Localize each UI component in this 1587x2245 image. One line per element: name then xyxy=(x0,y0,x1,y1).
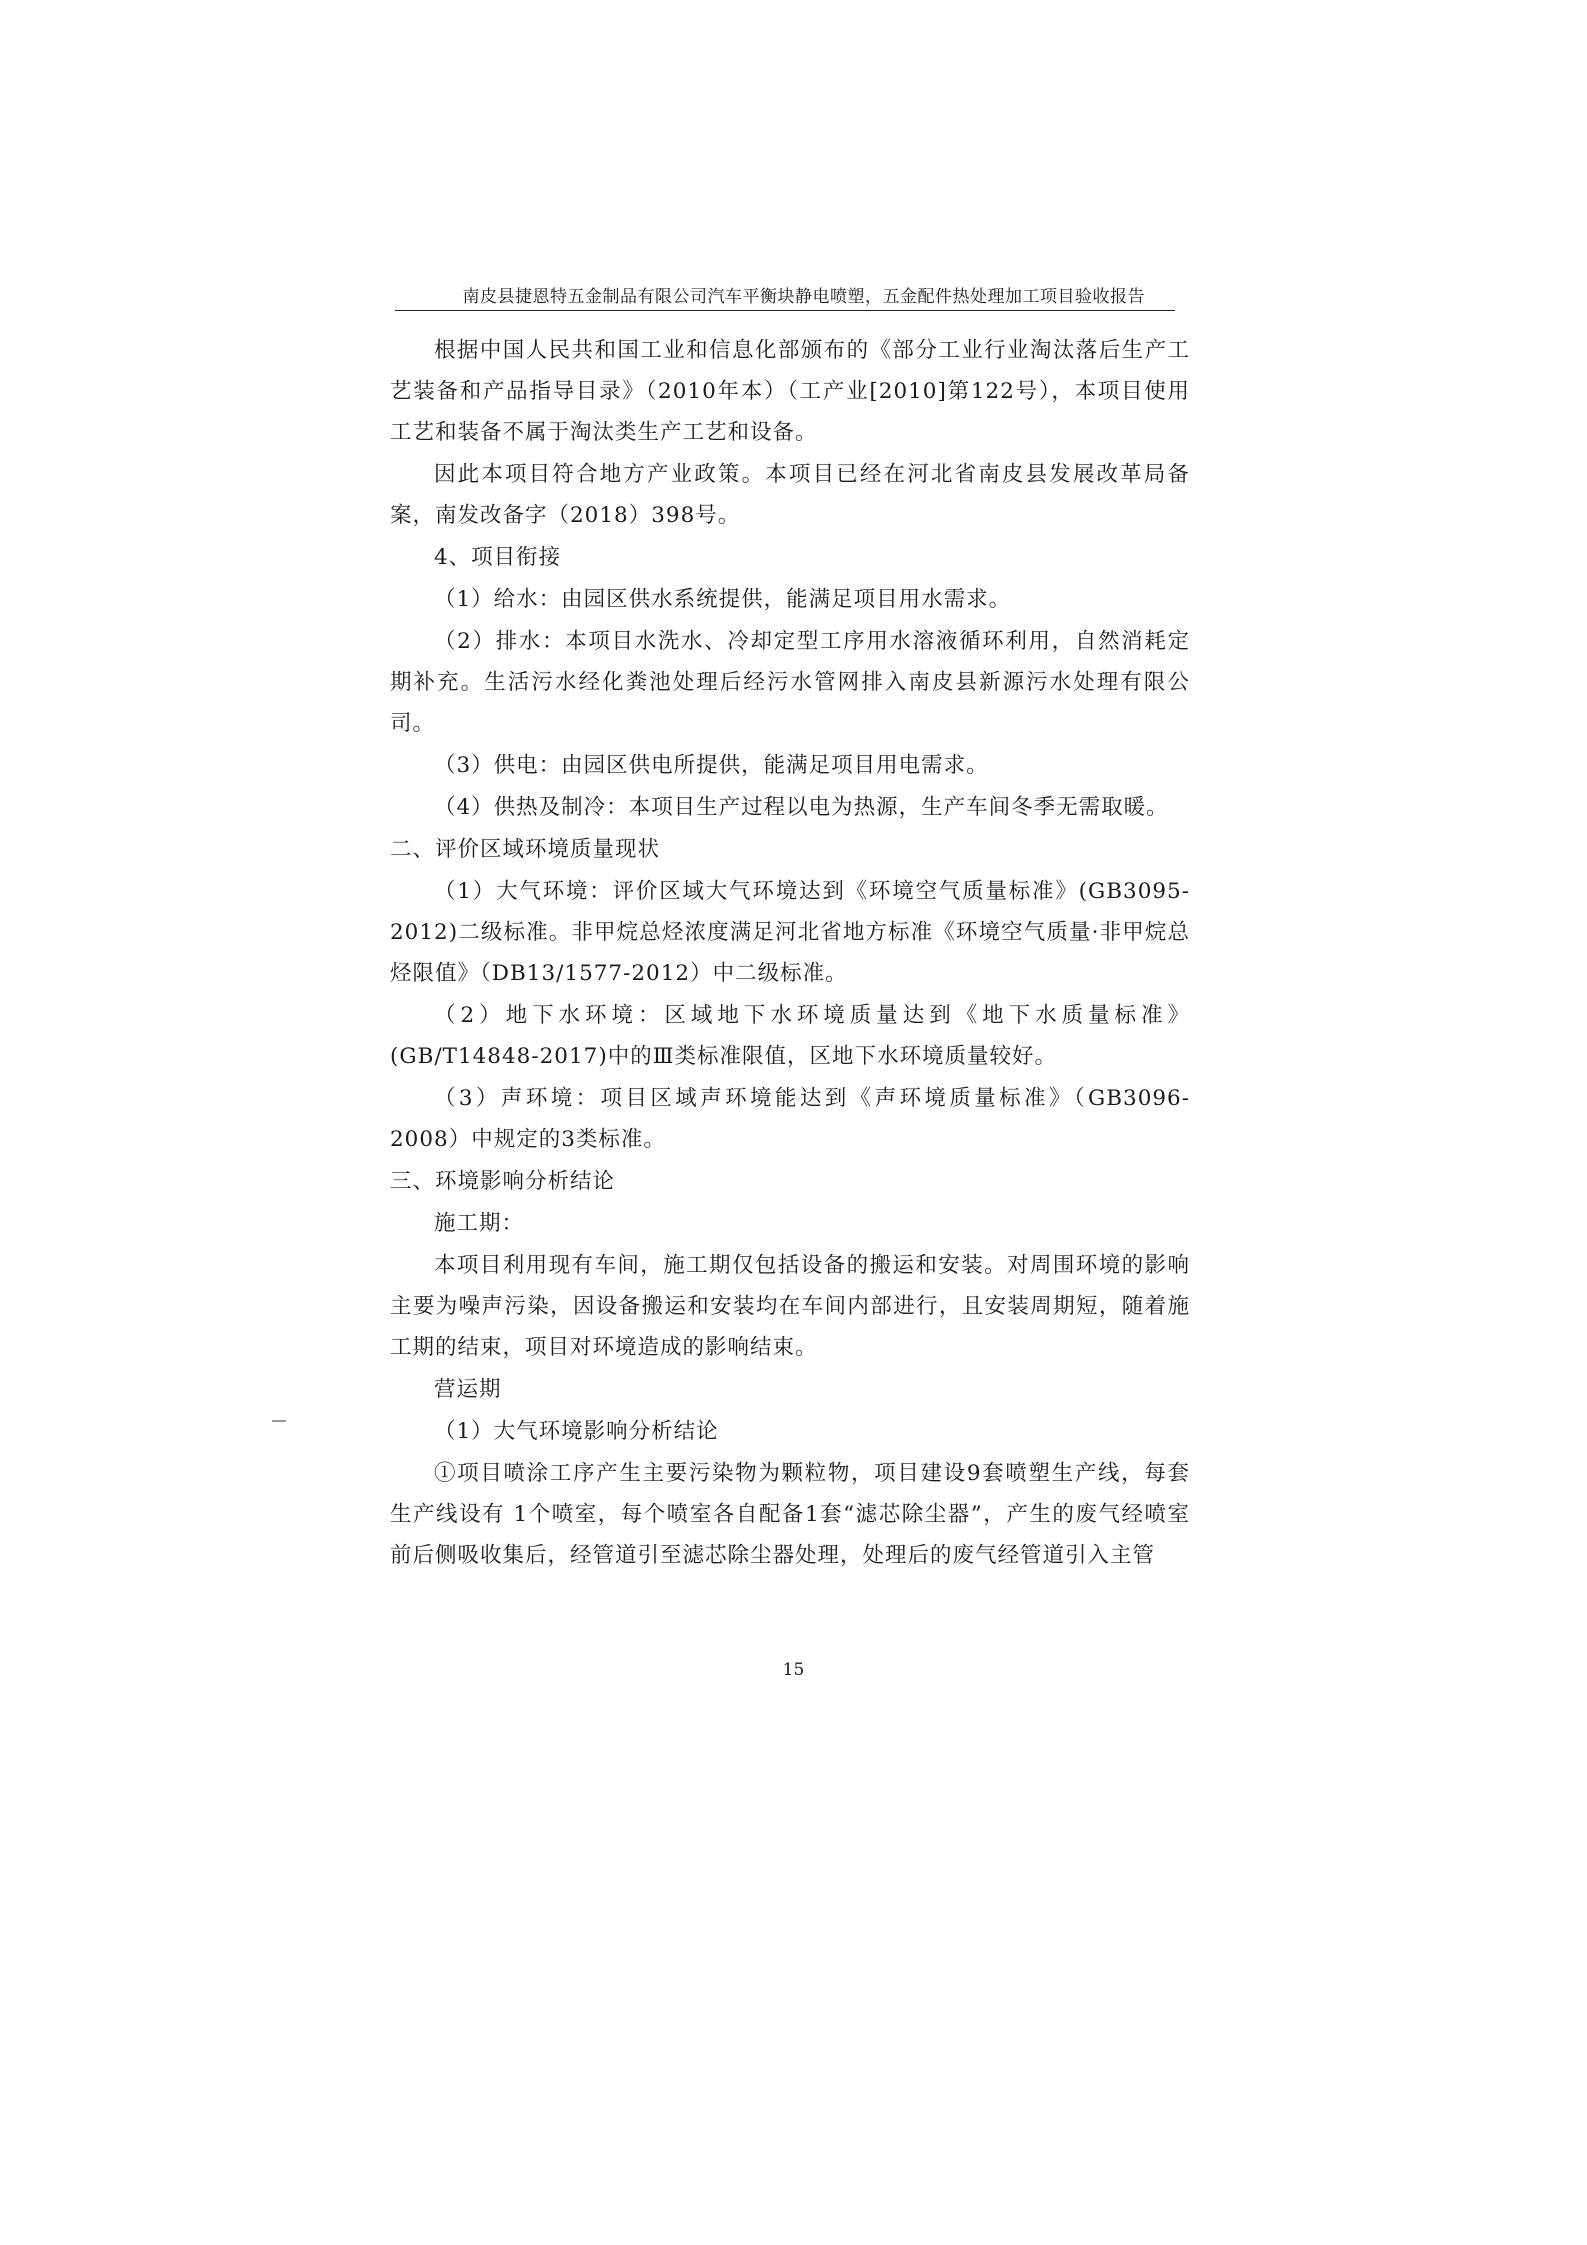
scan-mark xyxy=(272,1420,286,1422)
paragraph-air-environment: （1）大气环境：评价区域大气环境达到《环境空气质量标准》(GB3095-2012)二级标准。非甲烷总烃浓度满足河北省地方标准《环境空气质量·非甲烷总烃限值》（DB13/1577-2012）中二级标准。 xyxy=(390,879,1190,986)
subheading-construction-period: 施工期： xyxy=(434,1211,525,1236)
subheading-operation-period: 营运期 xyxy=(434,1377,502,1402)
subheading-air-impact: （1）大气环境影响分析结论 xyxy=(434,1419,719,1444)
header-title: 南皮县捷恩特五金制品有限公司汽车平衡块静电喷塑，五金配件热处理加工项目验收报告 xyxy=(462,287,1145,307)
page-header xyxy=(395,282,1175,311)
paragraph-spraying-emissions: ①项目喷涂工序产生主要污染物为颗粒物，项目建设9套喷塑生产线，每套生产线设有 1个喷室，每个喷室各自配备1套“滤芯除尘器”，产生的废气经喷室前后侧吸收集后，经管道引至滤芯除尘器处理，处理后的废气经管道引入主管 xyxy=(390,1461,1190,1568)
paragraph-construction-impact: 本项目利用现有车间，施工期仅包括设备的搬运和安装。对周围环境的影响主要为噪声污染，因设备搬运和安装均在车间内部进行，且安装周期短，随着施工期的结束，项目对环境造成的影响结束。 xyxy=(390,1253,1190,1360)
paragraph-heating-cooling: （4）供热及制冷：本项目生产过程以电为热源，生产车间冬季无需取暖。 xyxy=(434,795,1169,820)
paragraph-conclusion-policy: 因此本项目符合地方产业政策。本项目已经在河北省南皮县发展改革局备案，南发改备字（2018）398号。 xyxy=(390,462,1190,528)
heading-project-connection: 4、项目衔接 xyxy=(434,545,562,570)
paragraph-power-supply: （3）供电：由园区供电所提供，能满足项目用电需求。 xyxy=(434,753,989,778)
paragraph-groundwater: （2）地下水环境：区域地下水环境质量达到《地下水质量标准》(GB/T14848-2017)中的Ⅲ类标准限值，区地下水环境质量较好。 xyxy=(390,1003,1190,1069)
page-number: 15 xyxy=(782,1660,805,1680)
paragraph-drainage: （2）排水：本项目水洗水、冷却定型工序用水溶液循环利用，自然消耗定期补充。生活污水经化粪池处理后经污水管网排入南皮县新源污水处理有限公司。 xyxy=(390,629,1190,736)
heading-environment-quality: 二、评价区域环境质量现状 xyxy=(390,837,661,862)
paragraph-policy: 根据中国人民共和国工业和信息化部颁布的《部分工业行业淘汰落后生产工艺装备和产品指导目录》（2010年本）（工产业[2010]第122号），本项目使用工艺和装备不属于淘汰类生产工艺和设备。 xyxy=(390,338,1190,445)
paragraph-acoustic-environment: （3）声环境：项目区域声环境能达到《声环境质量标准》（GB3096-2008）中规定的3类标准。 xyxy=(390,1086,1190,1152)
paragraph-water-supply: （1）给水：由园区供水系统提供，能满足项目用水需求。 xyxy=(434,587,1012,612)
heading-impact-analysis: 三、环境影响分析结论 xyxy=(390,1169,616,1194)
document-body xyxy=(390,330,1190,1577)
